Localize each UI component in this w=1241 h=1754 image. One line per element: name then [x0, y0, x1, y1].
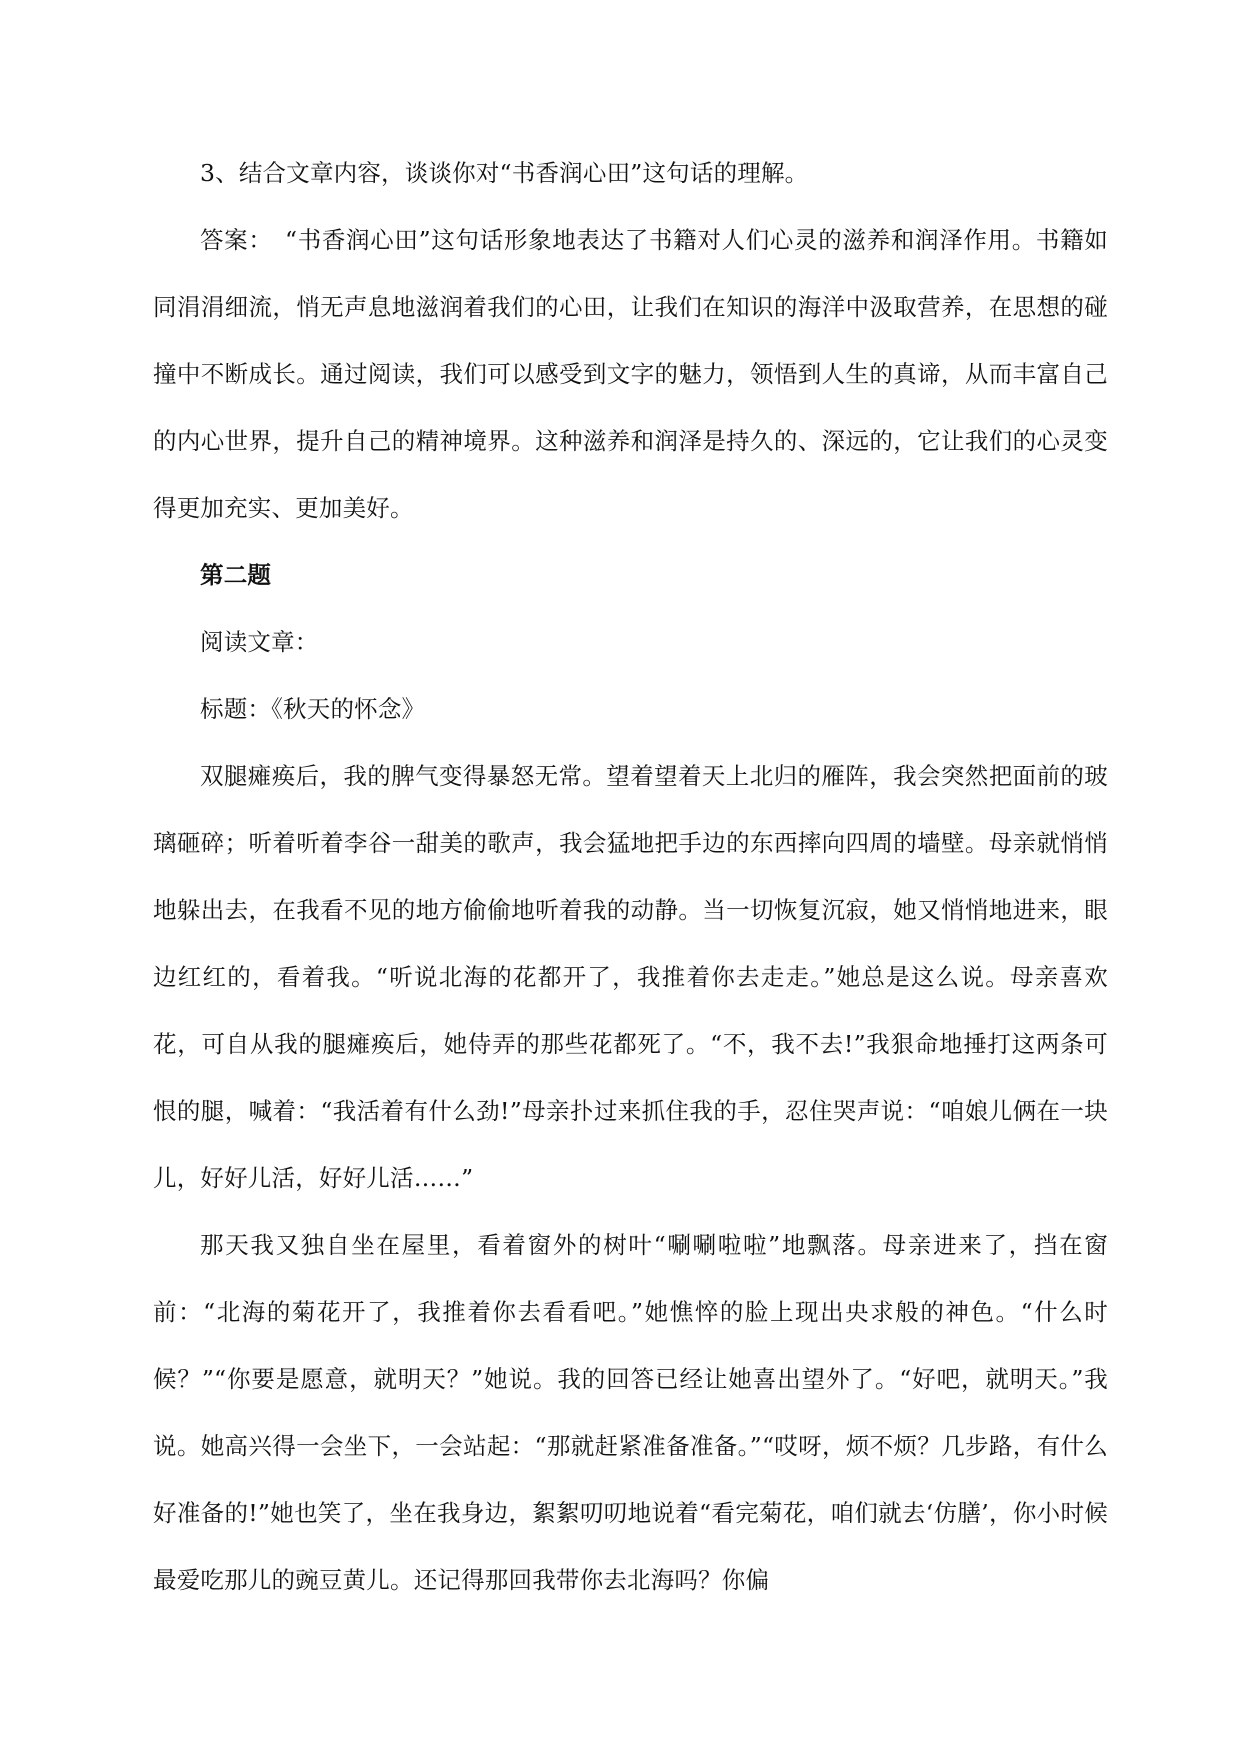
read-label: 阅读文章： [200, 628, 319, 656]
question-3: 3、结合文章内容，谈谈你对“书香润心田”这句话的理解。 [200, 159, 809, 187]
answer-paragraph: 答案： “书香润心田”这句话形象地表达了书籍对人们心灵的滋养和润泽作用。书籍如同涓涓细流，悄无声息地滋润着我们的心田，让我们在知识的海洋中汲取营养，在思想的碰撞中不断成长。通过阅读，我们可以感受到文字的魅力，领悟到人生的真谛，从而丰富自己的内心世界，提升自己的精神境界。这种滋养和润泽是持久的、深远的，它让我们的心灵变得更加充实、更加美好。 [153, 226, 1108, 522]
document-content [153, 140, 1108, 1614]
article-paragraph-2: 那天我又独自坐在屋里，看着窗外的树叶“唰唰啦啦”地飘落。母亲进来了，挡在窗前：“北海的菊花开了，我推着你去看看吧。”她憔悴的脸上现出央求般的神色。“什么时候？”“你要是愿意，就明天？”她说。我的回答已经让她喜出望外了。“好吧，就明天。”我说。她高兴得一会坐下，一会站起：“那就赶紧准备准备。”“哎呀，烦不烦？几步路，有什么好准备的!”她也笑了，坐在我身边，絮絮叨叨地说着“看完菊花，咱们就去‘仿膳’，你小时候最爱吃那儿的豌豆黄儿。还记得那回我带你去北海吗？你偏 [153, 1231, 1108, 1594]
article-paragraph-1: 双腿瘫痪后，我的脾气变得暴怒无常。望着望着天上北归的雁阵，我会突然把面前的玻璃砸碎；听着听着李谷一甜美的歌声，我会猛地把手边的东西摔向四周的墙壁。母亲就悄悄地躲出去，在我看不见的地方偷偷地听着我的动静。当一切恢复沉寂，她又悄悄地进来，眼边红红的，看着我。“听说北海的花都开了，我推着你去走走。”她总是这么说。母亲喜欢花，可自从我的腿瘫痪后，她侍弄的那些花都死了。“不，我不去!”我狠命地捶打这两条可恨的腿，喊着：“我活着有什么劲!”母亲扑过来抓住我的手，忍住哭声说：“咱娘儿俩在一块儿，好好儿活，好好儿活……” [153, 762, 1108, 1192]
section-heading: 第二题 [200, 561, 272, 589]
article-title: 标题：《秋天的怀念》 [200, 695, 426, 723]
